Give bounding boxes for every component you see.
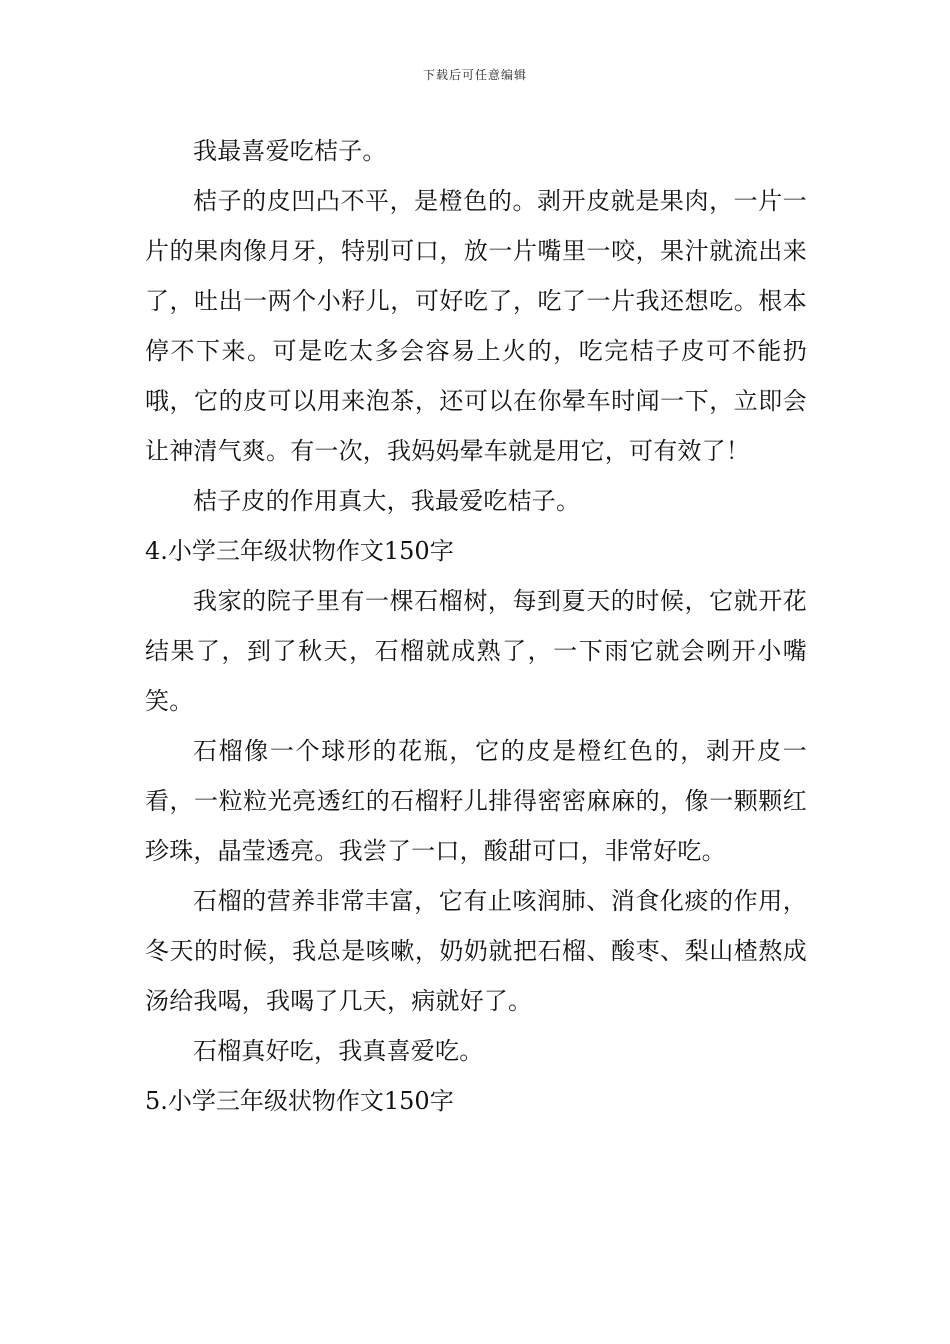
section-heading-5: 5.小学三年级状物作文150字 — [145, 1087, 454, 1115]
paragraph-intro: 我最喜爱吃桔子。 — [193, 137, 387, 165]
document-body — [145, 126, 807, 1126]
paragraph-pomegranate-conclusion: 石榴真好吃，我真喜爱吃。 — [193, 1037, 484, 1065]
paragraph-orange-description: 桔子的皮凹凸不平，是橙色的。剥开皮就是果肉，一片一片的果肉像月牙，特别可口，放一片嘴里一咬，果汁就流出来了，吐出一两个小籽儿，可好吃了，吃了一片我还想吃。根本停不下来。可是吃太多会容易上火的，吃完桔子皮可不能扔哦，它的皮可以用来泡茶，还可以在你晕车时闻一下，立即会让神清气爽。有一次，我妈妈晕车就是用它，可有效了！ — [145, 187, 807, 465]
paragraph-pomegranate-description: 石榴像一个球形的花瓶，它的皮是橙红色的，剥开皮一看，一粒粒光亮透红的石榴籽儿排得密密麻麻的，像一颗颗红珍珠，晶莹透亮。我尝了一口，酸甜可口，非常好吃。 — [145, 737, 807, 865]
paragraph-pomegranate-tree: 我家的院子里有一棵石榴树，每到夏天的时候，它就开花结果了，到了秋天，石榴就成熟了，一下雨它就会咧开小嘴笑。 — [145, 587, 807, 715]
page-header: 下载后可任意编辑 — [422, 68, 527, 82]
paragraph-orange-conclusion: 桔子皮的作用真大，我最爱吃桔子。 — [193, 487, 581, 515]
section-heading-4: 4.小学三年级状物作文150字 — [145, 537, 454, 565]
paragraph-pomegranate-nutrition: 石榴的营养非常丰富，它有止咳润肺、消食化痰的作用，冬天的时候，我总是咳嗽，奶奶就把石榴、酸枣、梨山楂熬成汤给我喝，我喝了几天，病就好了。 — [145, 887, 807, 1015]
